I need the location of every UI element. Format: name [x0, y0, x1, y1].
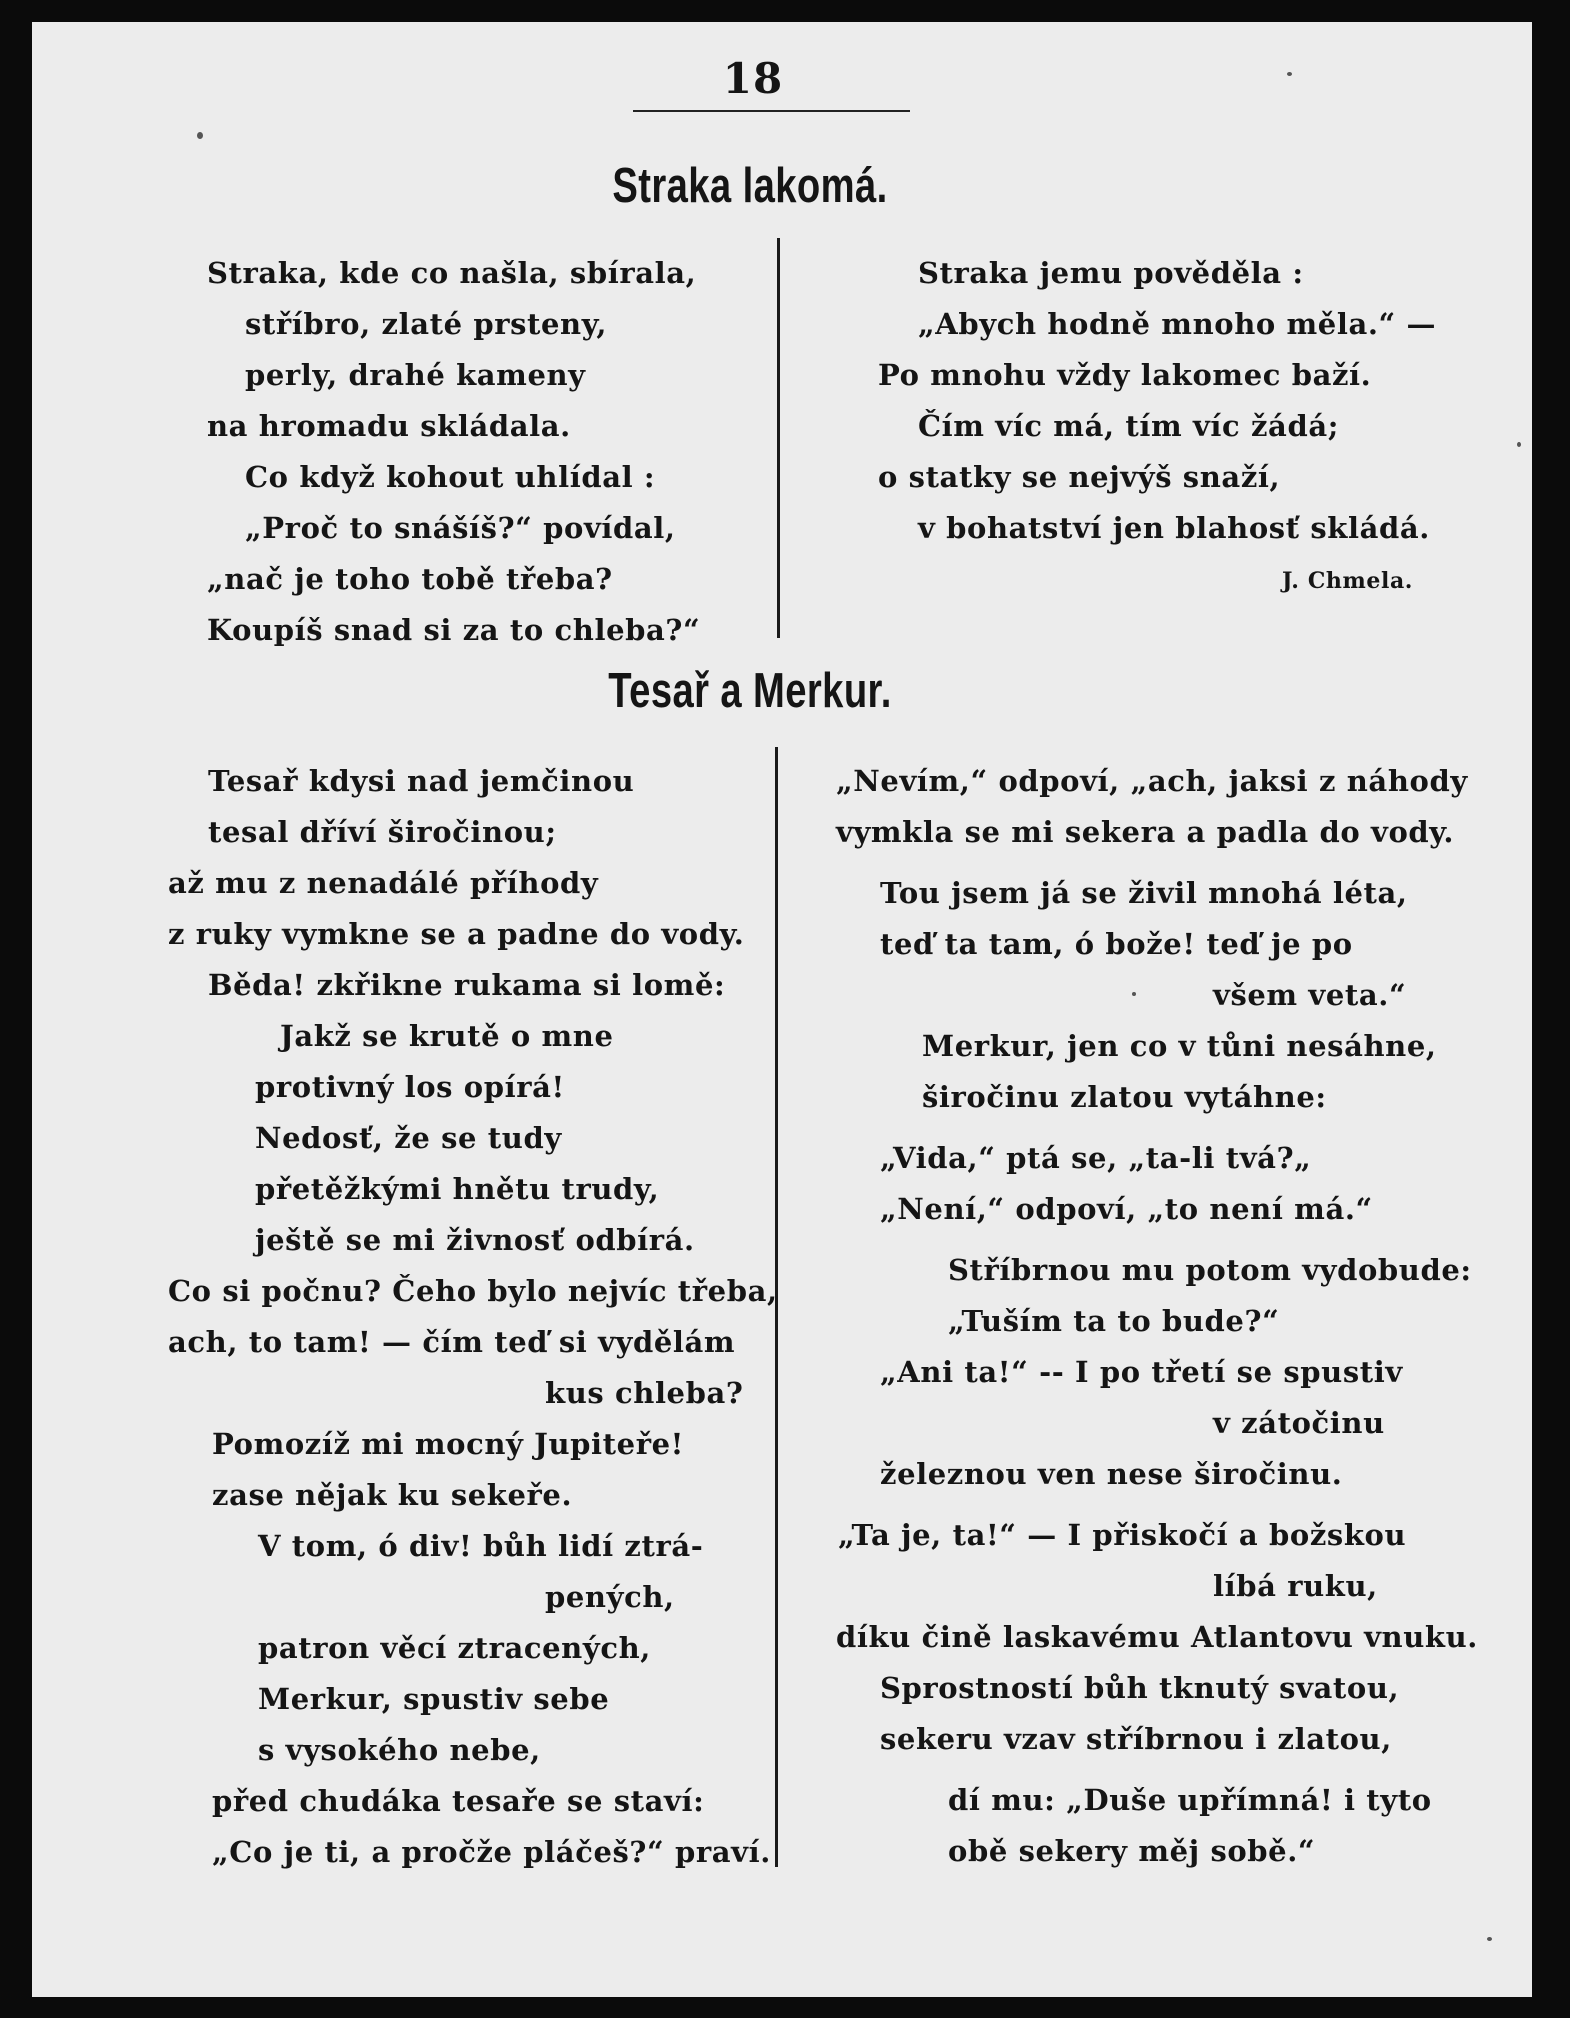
verse-line: před chudáka tesaře se staví: [212, 1784, 705, 1818]
verse-line: Straka, kde co našla, sbírala, [207, 256, 697, 290]
verse-line: Stříbrnou mu potom vydobude: [948, 1253, 1472, 1287]
verse-line: „Tuším ta to bude?“ [948, 1304, 1280, 1338]
verse-line: „Není,“ odpoví, „to není má.“ [880, 1192, 1373, 1226]
verse-line: Straka jemu pověděla : [918, 256, 1304, 290]
poem1-title: Straka lakomá. [612, 159, 888, 213]
verse-line: Co si počnu? Čeho bylo nejvíc třeba, [168, 1274, 778, 1308]
verse-line: pených, [545, 1580, 675, 1614]
verse-line: perly, drahé kameny [245, 358, 586, 392]
poem2-title: Tesař a Merkur. [608, 664, 892, 718]
verse-line: zase nějak ku sekeře. [212, 1478, 573, 1512]
verse-line: ještě se mi živnosť odbírá. [255, 1223, 695, 1257]
verse-line: na hromadu skládala. [207, 409, 571, 443]
verse-line: protivný los opírá! [255, 1070, 565, 1104]
verse-line: ach, to tam! — čím teď si vydělám [168, 1325, 736, 1359]
verse-line: Běda! zkřikne rukama si lomě: [208, 968, 726, 1002]
verse-line: sekeru vzav stříbrnou i zlatou, [880, 1722, 1392, 1756]
verse-line: Tou jsem já se živil mnohá léta, [880, 876, 1408, 910]
verse-line: až mu z nenadálé příhody [168, 866, 599, 900]
verse-line: Čím víc má, tím víc žádá; [918, 409, 1340, 443]
verse-line: Po mnohu vždy lakomec baží. [878, 358, 1372, 392]
verse-line: Merkur, jen co v tůni nesáhne, [922, 1029, 1437, 1063]
verse-line: patron věcí ztracených, [258, 1631, 651, 1665]
verse-line: „Nevím,“ odpoví, „ach, jaksi z náhody [836, 764, 1468, 798]
poem1-author: J. Chmela. [1282, 568, 1414, 594]
verse-line: Merkur, spustiv sebe [258, 1682, 610, 1716]
verse-line: všem veta.“ [1213, 978, 1407, 1012]
verse-line: díku čině laskavému Atlantovu vnuku. [836, 1620, 1478, 1654]
verse-line: železnou ven nese širočinu. [880, 1457, 1343, 1491]
verse-line: tesal dříví širočinou; [208, 815, 557, 849]
verse-line: kus chleba? [545, 1376, 744, 1410]
verse-line: Nedosť, že se tudy [255, 1121, 562, 1155]
verse-line: „Ta je, ta!“ — I přiskočí a božskou [838, 1518, 1407, 1552]
verse-line: „Vida,“ ptá se, „ta-li tvá?„ [880, 1141, 1312, 1175]
verse-line: širočinu zlatou vytáhne: [922, 1080, 1327, 1114]
verse-line: přetěžkými hnětu trudy, [255, 1172, 660, 1206]
page-number-rule [633, 110, 910, 112]
verse-line: z ruky vymkne se a padne do vody. [168, 917, 745, 951]
verse-line: s vysokého nebe, [258, 1733, 541, 1767]
verse-line: vymkla se mi sekera a padla do vody. [836, 815, 1455, 849]
verse-line: „Abych hodně mnoho měla.“ — [918, 307, 1437, 341]
verse-line: Koupíš snad si za to chleba?“ [207, 613, 701, 647]
verse-line: dí mu: „Duše upřímná! i tyto [948, 1783, 1432, 1817]
verse-line: „Co je ti, a pročže pláčeš?“ praví. [212, 1835, 771, 1869]
verse-line: „nač je toho tobě třeba? [207, 562, 613, 596]
verse-line: v bohatství jen blahosť skládá. [918, 511, 1430, 545]
column-divider-1 [777, 238, 780, 638]
verse-line: teď ta tam, ó bože! teď je po [880, 927, 1353, 961]
verse-line: Tesař kdysi nad jemčinou [208, 764, 635, 798]
verse-line: obě sekery měj sobě.“ [948, 1834, 1316, 1868]
verse-line: Co když kohout uhlídal : [245, 460, 656, 494]
verse-line: „Ani ta!“ -- I po třetí se spustiv [880, 1355, 1403, 1389]
verse-line: stříbro, zlaté prsteny, [245, 307, 608, 341]
page-number: 18 [722, 54, 784, 103]
verse-line: líbá ruku, [1213, 1569, 1378, 1603]
verse-line: Pomozíž mi mocný Jupiteře! [212, 1427, 684, 1461]
verse-line: V tom, ó div! bůh lidí ztrá- [258, 1529, 704, 1563]
verse-line: v zátočinu [1213, 1406, 1385, 1440]
verse-line: Sprostností bůh tknutý svatou, [880, 1671, 1400, 1705]
verse-line: o statky se nejvýš snaží, [878, 460, 1281, 494]
verse-line: Jakž se krutě o mne [280, 1019, 614, 1053]
verse-line: „Proč to snášíš?“ povídal, [245, 511, 676, 545]
